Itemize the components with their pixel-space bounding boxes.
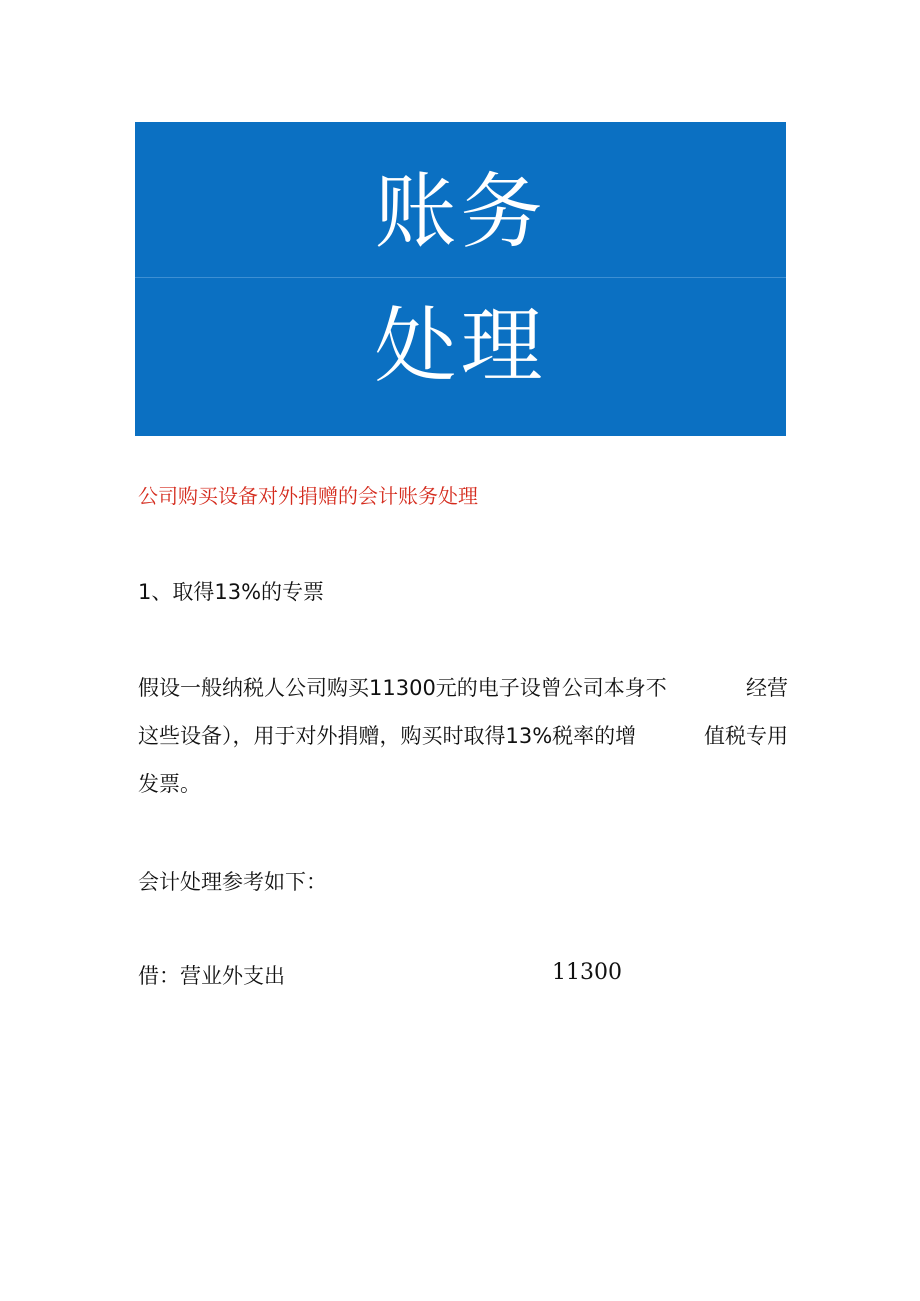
- paragraph-line-1-text: 假设一般纳税人公司购买11300元的电子设曾公司本身不: [138, 676, 667, 700]
- banner-title-line-1: 账务: [374, 165, 547, 260]
- paragraph-line-1-tail: 经营: [746, 676, 788, 700]
- banner-divider: [135, 277, 786, 278]
- paragraph-line-1: [138, 664, 788, 712]
- paragraph-line-2-text: 这些设备），用于对外捐赠，购买时取得13%税率的增: [138, 724, 637, 748]
- paragraph-line-2: [138, 712, 788, 760]
- paragraph-line-3: 发票。: [138, 772, 201, 796]
- title-banner: [135, 122, 786, 436]
- body-paragraph: [138, 664, 788, 808]
- document-title: 公司购买设备对外捐赠的会计账务处理: [138, 484, 478, 508]
- accounting-note: 会计处理参考如下：: [138, 870, 327, 894]
- journal-entry-amount: 11300: [552, 960, 622, 985]
- journal-entry-label: 借：营业外支出: [138, 964, 285, 988]
- banner-title-line-2: 处理: [374, 299, 547, 394]
- section-heading: 1、取得13%的专票: [138, 580, 325, 604]
- paragraph-line-2-tail: 值税专用: [704, 724, 788, 748]
